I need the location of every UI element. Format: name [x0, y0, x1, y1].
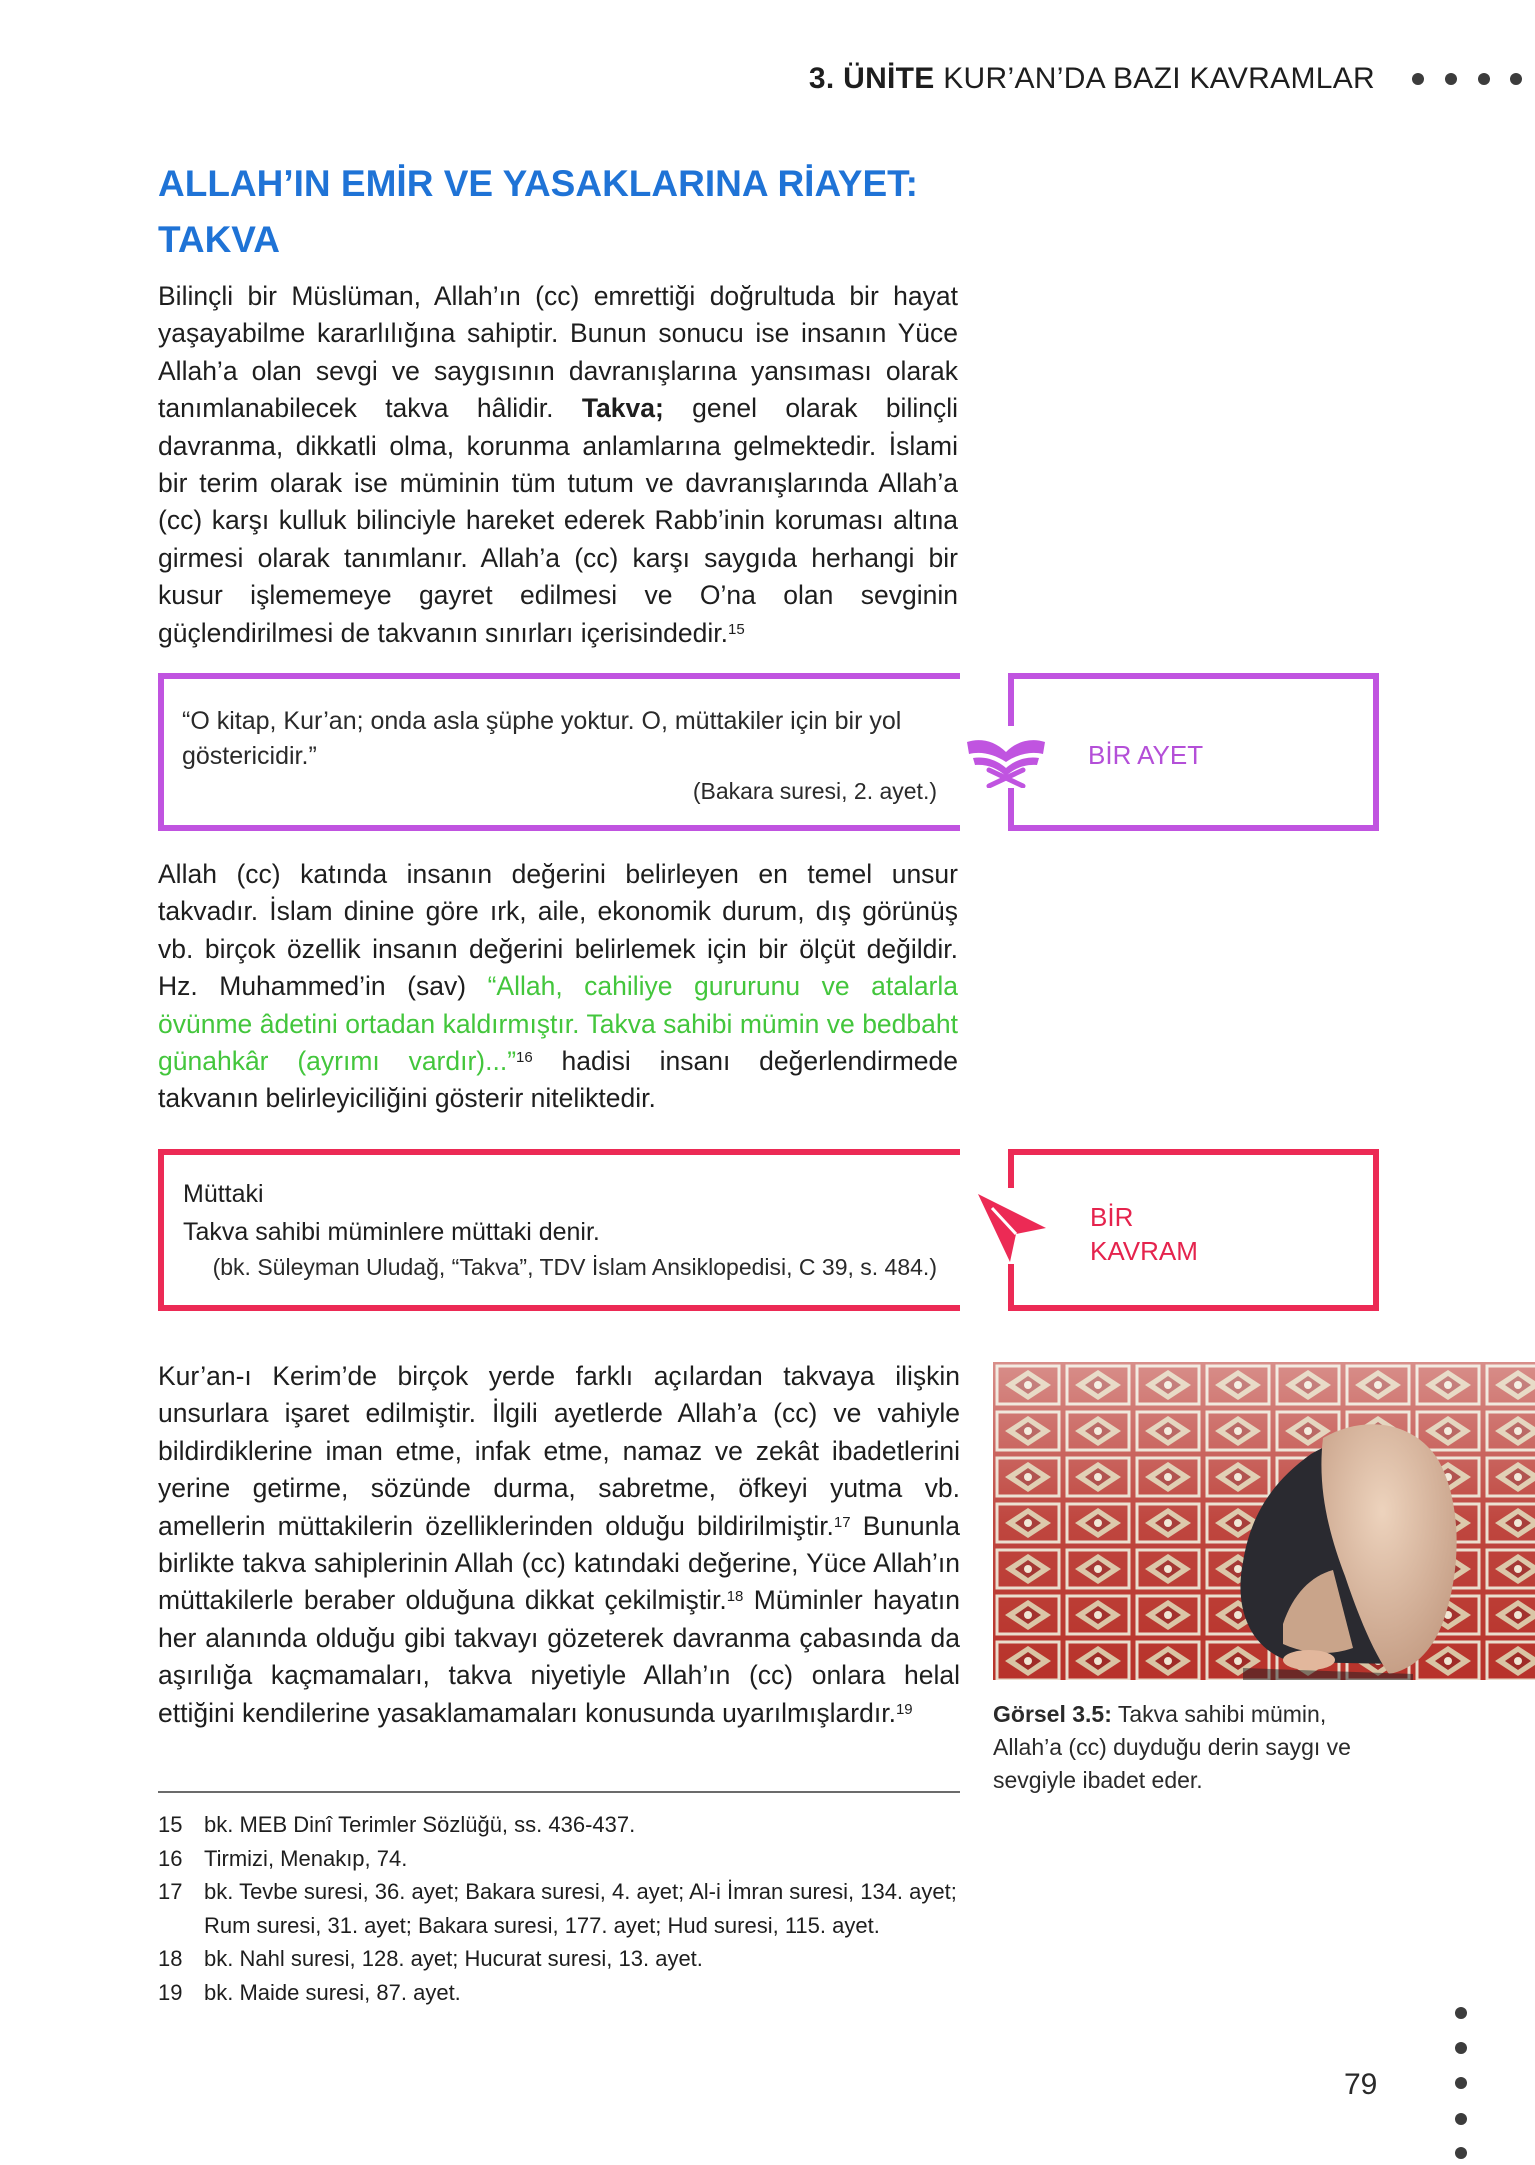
kavram-title: Müttaki	[183, 1180, 264, 1208]
kavram-definition: Takva sahibi müminlere müttaki denir.	[183, 1218, 600, 1246]
section-title	[158, 156, 958, 268]
footnotes	[158, 1808, 968, 2009]
paragraph-quran-references	[158, 1358, 960, 1732]
footnote-ref[interactable]: 17	[833, 1513, 851, 1531]
kavram-label-line1: BİR	[1090, 1202, 1134, 1232]
section-title-line1: ALLAH’IN EMİR VE YASAKLARINA RİAYET:	[158, 163, 918, 204]
paragraph-text: Bununla birlikte takva sahiplerinin Allah (cc) katındaki değerine, Yüce Allah’ın müttakilerle beraber olduğuna dikkat çekilmiştir.	[158, 1510, 960, 1616]
footnote-ref[interactable]: 19	[895, 1700, 913, 1718]
footnote-item	[158, 1875, 968, 1942]
kavram-label	[1090, 1200, 1290, 1268]
paper-plane-icon	[974, 1188, 1050, 1264]
page-number: 79	[1344, 2068, 1378, 2101]
paragraph-text: Müminler hayatın her alanında olduğu gibi takvayı gözeterek davranma çabasında da aşırılığa kaçmamaları, takva niyetiyle Allah’ın (cc) onlara helal ettiğini kendilerine yasaklamamaları konusunda uyarılmışlardır.	[158, 1585, 960, 1728]
running-header	[809, 62, 1375, 96]
side-dots	[1455, 2007, 1469, 2165]
unit-number: 3. ÜNİTE	[808, 62, 935, 95]
kavram-source: (bk. Süleyman Uludağ, “Takva”, TDV İslam Ansiklopedisi, C 39, s. 484.)	[212, 1254, 937, 1280]
figure-caption	[993, 1698, 1393, 1797]
footnote-divider	[158, 1791, 960, 1793]
figure-caption-text: Takva sahibi mümin, Allah’a (cc) duyduğu derin saygı ve sevgiyle ibadet eder.	[993, 1701, 1351, 1793]
figure-label: Görsel 3.5:	[993, 1701, 1112, 1727]
footnote-ref[interactable]: 18	[726, 1588, 744, 1606]
term-takva: Takva;	[581, 393, 664, 424]
footnote-number: 19	[158, 1979, 183, 2005]
dot	[1412, 73, 1424, 85]
quran-book-icon	[961, 718, 1051, 788]
dot	[1455, 2077, 1467, 2089]
footnote-ref[interactable]: 16	[516, 1049, 533, 1067]
dot	[1455, 2042, 1467, 2054]
header-dots	[1412, 73, 1522, 87]
footnote-text: bk. Maide suresi, 87. ayet.	[204, 1979, 461, 2005]
footnote-item	[158, 1942, 968, 1976]
paragraph-text: hadisi insanı değerlendirmede takvanın belirleyiciliğini gösterir niteliktedir.	[158, 1046, 959, 1114]
ayet-quote: “O kitap, Kur’an; onda asla şüphe yoktur. O, müttakiler için bir yol göstericidir.”	[182, 707, 902, 770]
section-title-line2: TAKVA	[158, 219, 280, 260]
paragraph-hadith	[158, 856, 958, 1118]
footnote-number: 16	[158, 1845, 183, 1871]
dot	[1455, 2007, 1467, 2019]
paragraph-text: Kur’an-ı Kerim’de birçok yerde farklı açılardan takvaya ilişkin unsurlara işaret edilmiştir. İlgili ayetlerde Allah’a (cc) ve vahiyle bildirdiklerine iman etme, infak etme, namaz ve zekât ibadetlerini yerine getirme, sözünde durma, sabretme, öfkeyi yutma vb. amellerin müttakilerin özelliklerinden olduğu bildirilmiştir.	[158, 1361, 960, 1541]
footnote-number: 15	[158, 1812, 183, 1837]
footnote-number: 18	[158, 1946, 183, 1971]
dot	[1478, 73, 1490, 85]
ayet-label: BİR AYET	[1088, 740, 1204, 770]
paragraph-intro	[158, 278, 958, 652]
unit-title: KUR’AN’DA BAZI KAVRAMLAR	[943, 62, 1375, 95]
footnote-text: bk. Nahl suresi, 128. ayet; Hucurat suresi, 13. ayet.	[204, 1946, 703, 1971]
footnote-item	[158, 1976, 968, 2010]
ayet-source: (Bakara suresi, 2. ayet.)	[692, 778, 937, 804]
footnote-item	[158, 1808, 968, 1842]
dot	[1455, 2113, 1467, 2125]
dot	[1455, 2147, 1467, 2159]
paragraph-text: Bilinçli bir Müslüman, Allah’ın (cc) emrettiği doğrultuda bir hayat yaşayabilme kararlılığına sahiptir. Bunun sonucu ise insanın Yüce Allah’a olan sevgi ve saygısının davranışlarına yansıması olarak tanımlanabilecek takva hâlidir.	[158, 281, 958, 424]
footnote-item	[158, 1842, 968, 1876]
footnote-text: bk. Tevbe suresi, 36. ayet; Bakara suresi, 4. ayet; Al-i İmran suresi, 134. ayet; Rum suresi, 31. ayet; Bakara suresi, 177. ayet; Hud suresi, 115. ayet.	[204, 1879, 957, 1938]
hadith-quote: “Allah, cahiliye gururunu ve atalarla övünme âdetini ortadan kaldırmıştır. Takva sahibi mümin ve bedbaht günahkâr (ayrımı vardır)...”	[158, 971, 959, 1077]
footnote-text: bk. MEB Dinî Terimler Sözlüğü, ss. 436-437.	[204, 1812, 636, 1837]
kavram-label-line2: KAVRAM	[1090, 1236, 1198, 1266]
praying-woman-photo	[993, 1362, 1535, 1680]
paragraph-text: genel olarak bilinçli davranma, dikkatli olma, korunma anlamlarına gelmektedir. İslami bir terim olarak ise müminin tüm tutum ve davranışlarında Allah’a (cc) karşı kulluk bilinciyle hareket ederek Rabb’inin koruması altına girmesi olarak tanımlanır. Allah’a (cc) karşı saygıda herhangi bir kusur işlememeye gayret edilmesi ve O’na olan sevginin güçlendirilmesi de takvanın sınırları içerisindedir.	[158, 393, 958, 648]
dot	[1510, 73, 1522, 85]
footnote-text: Tirmizi, Menakıp, 74.	[204, 1845, 408, 1871]
footnote-ref[interactable]: 15	[728, 620, 745, 638]
footnote-number: 17	[158, 1879, 183, 1904]
paragraph-text: Allah (cc) katında insanın değerini belirleyen en temel unsur takvadır. İslam dinine göre ırk, aile, ekonomik durum, dış görünüş vb. birçok özellik insanın değerini belirlemek için bir ölçüt değildir. Hz. Muhammed’in (sav)	[158, 859, 958, 1002]
dot	[1445, 73, 1457, 85]
